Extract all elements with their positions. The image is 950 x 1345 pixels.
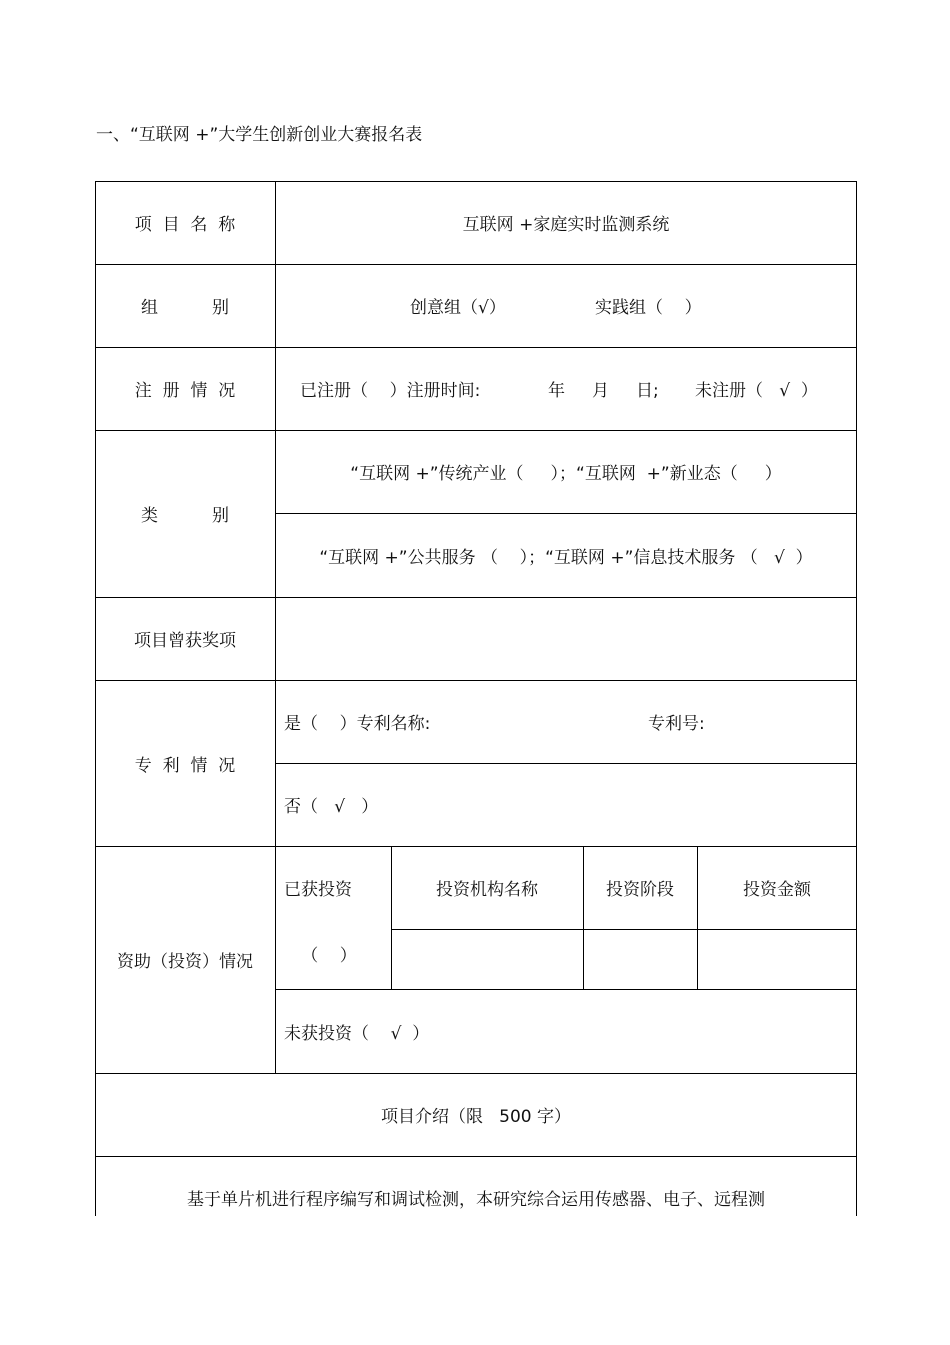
funding-col-stage: 投资阶段 xyxy=(606,880,674,900)
intro-label: 项目介绍（限 500 字） xyxy=(380,1107,572,1127)
patent-number-label: 专利号: xyxy=(648,714,705,734)
project-name-value: 互联网 +家庭实时监测系统 xyxy=(462,215,670,235)
group-option-practice: 实践组（ ） xyxy=(595,298,702,318)
patent-no: 否（ √ ） xyxy=(284,797,379,817)
awards-value xyxy=(275,597,857,680)
registration-unregistered: 未注册（ √ ） xyxy=(695,381,818,401)
funding-invested: 已获投资 xyxy=(284,880,352,900)
project-name-label: 项 目 名 称 xyxy=(134,215,236,235)
intro-text: 基于单片机进行程序编写和调试检测，本研究综合运用传感器、电子、远程测 xyxy=(187,1189,765,1210)
funding-invested-mark: （ ） xyxy=(301,945,357,966)
registration-date: 年 月 日; xyxy=(548,381,659,401)
funding-col-institution: 投资机构名称 xyxy=(436,880,538,900)
funding-label: 资助（投资）情况 xyxy=(117,952,253,972)
registration-label: 注 册 情 况 xyxy=(134,381,236,401)
category-line-1: “互联网 +”传统产业（ ）；“互联网 +”新业态（ ） xyxy=(350,464,782,484)
category-line-2: “互联网 +”公共服务 （ ）；“互联网 +”信息技术服务 （ √ ） xyxy=(319,547,813,568)
registration-registered: 已注册（ ）注册时间: xyxy=(300,381,481,401)
patent-yes: 是（ ）专利名称: xyxy=(284,714,431,734)
page-heading: 一、“互联网 +”大学生创新创业大赛报名表 xyxy=(96,125,423,145)
group-option-creative: 创意组（√） xyxy=(410,298,506,318)
category-label: 类 别 xyxy=(140,506,230,526)
funding-not-invested: 未获投资（ √ ） xyxy=(284,1023,430,1044)
patent-label: 专 利 情 况 xyxy=(134,755,236,776)
funding-col-amount: 投资金额 xyxy=(743,880,811,900)
awards-label: 项目曾获奖项 xyxy=(134,631,236,651)
registration-form-table xyxy=(95,181,857,1216)
group-label: 组 别 xyxy=(140,298,230,318)
